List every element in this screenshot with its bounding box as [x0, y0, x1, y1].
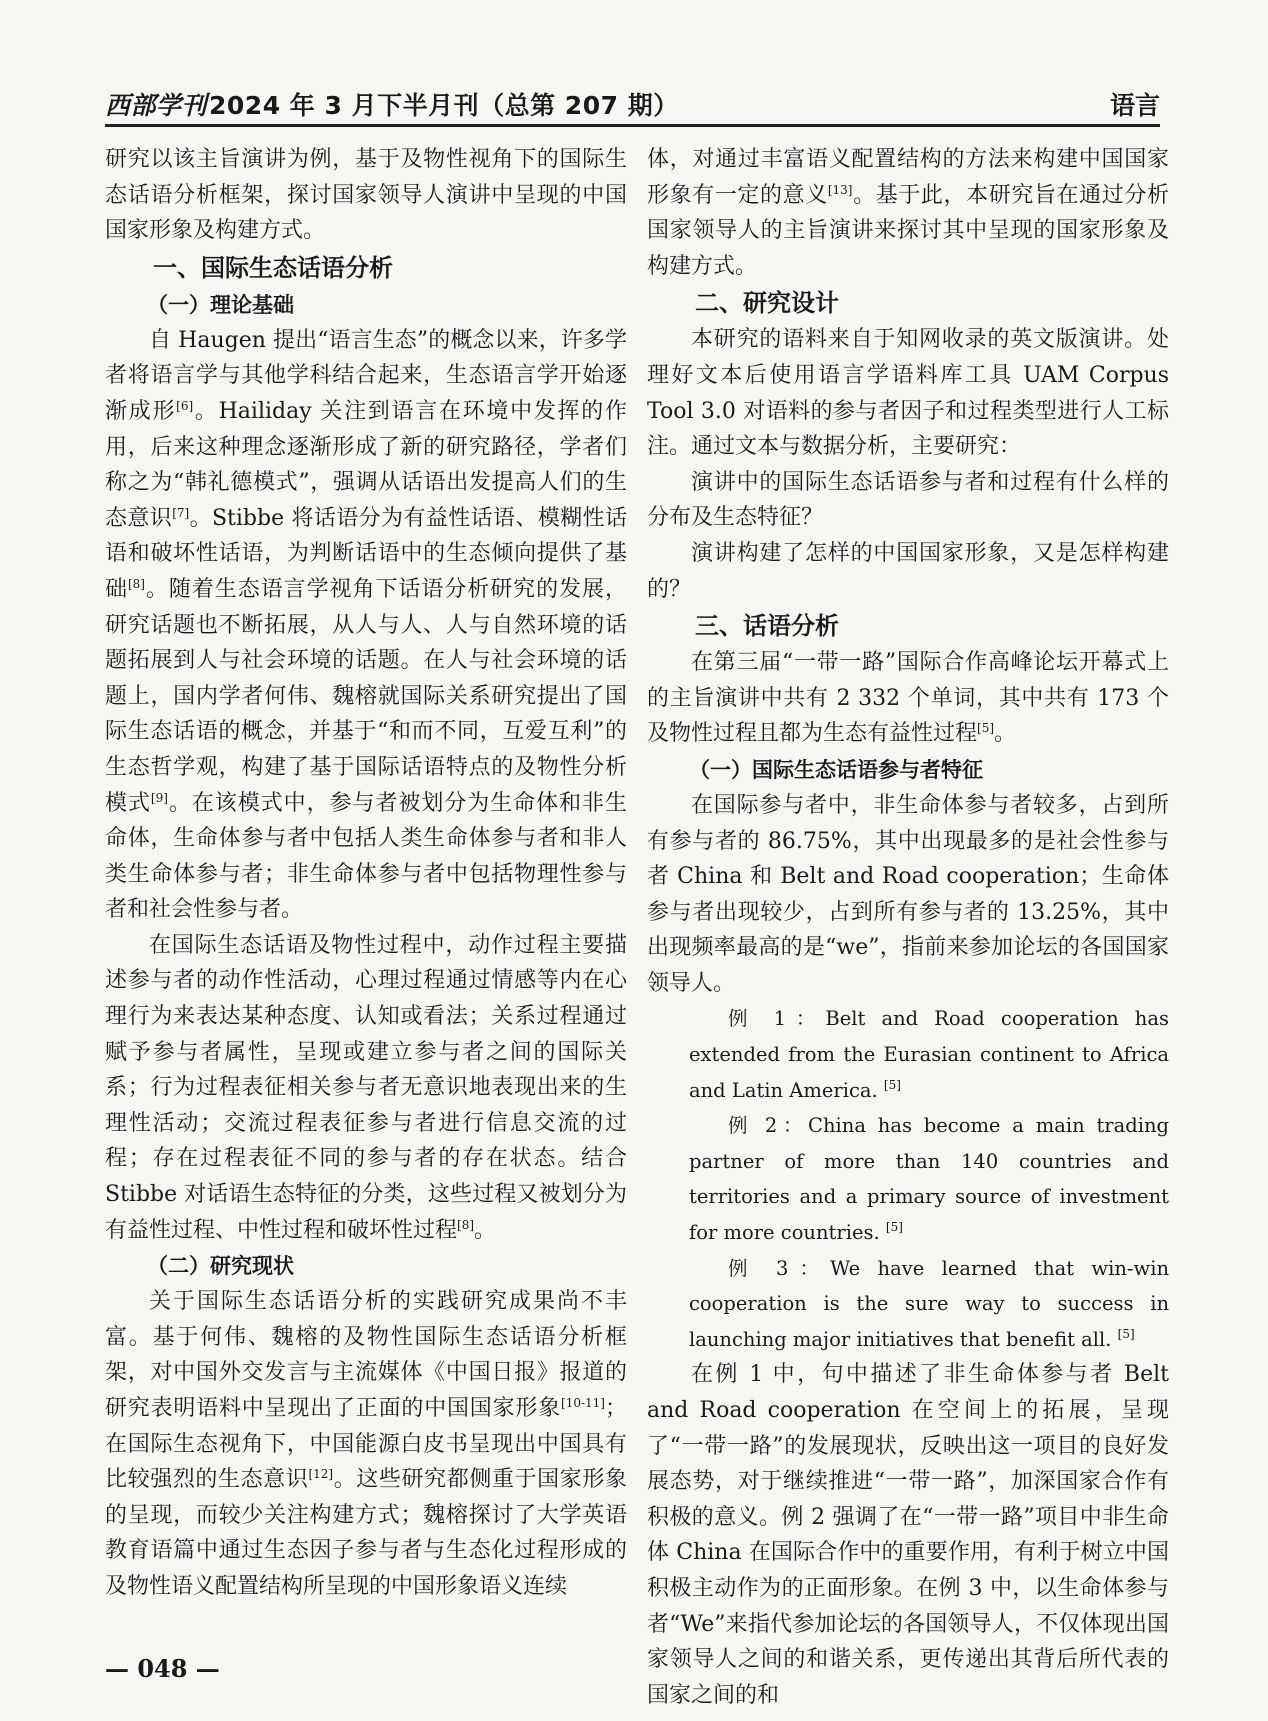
body-paragraph [105, 1284, 627, 1604]
text-run: 。 [994, 721, 1017, 747]
text-run: 体，对通过丰富语义配置结构的方法来构建中国国家形象有一定的意义 [647, 147, 1169, 208]
citation-ref: [5] [1117, 1326, 1135, 1341]
journal-issue-line [105, 86, 679, 122]
section-label: 语言 [1109, 91, 1160, 120]
body-paragraph: 在国际参与者中，非生命体参与者较多，占到所有参与者的 86.75%，其中出现最多的是社会性参与者 China 和 Belt and Road cooperation；生命体参与者出现较少，占到所有参与者的 13.25%，其中出现频率最高的是“we”，指前来参加论坛的各国国家领导人。 [647, 792, 1169, 996]
citation-ref: [5] [883, 1077, 901, 1092]
section-heading: 三、话语分析 [695, 612, 839, 641]
citation-ref: [8] [457, 1217, 475, 1232]
body-paragraph [105, 928, 627, 1248]
body-paragraph [105, 323, 627, 928]
body-paragraph: 演讲中的国际生态话语参与者和过程有什么样的分布及生态特征？ [647, 469, 1169, 531]
citation-ref: [5] [977, 721, 995, 736]
section-heading: 二、研究设计 [695, 289, 839, 318]
text-run: 例 1：Belt and Road cooperation has extended from the Eurasian continent to Africa and Latin America. [689, 1007, 1169, 1102]
text-run: 例 3：We have learned that win-win cooperation is the sure way to success in launching major initiatives that benefit all. [689, 1256, 1169, 1351]
body-paragraph [647, 645, 1169, 752]
text-run: 。基于此，本研究旨在通过分析国家领导人的主旨演讲来探讨其中呈现的国家形象及构建方式。 [647, 182, 1169, 279]
text-run: 。在该模式中，参与者被划分为生命体和非生命体，生命体参与者中包括人类生命体参与者和非人类生命体参与者；非生命体参与者中包括物理性参与者和社会性参与者。 [105, 790, 627, 923]
citation-ref: [8] [127, 576, 145, 591]
issue-label: 2024 年 3 月下半月刊（总第 207 期） [209, 91, 679, 120]
section-heading: 一、国际生态话语分析 [153, 253, 393, 282]
body-paragraph [647, 142, 1169, 284]
example-sentence [647, 1251, 1169, 1358]
body-paragraph: 在例 1 中，句中描述了非生命体参与者 Belt and Road cooperation 在空间上的拓展，呈现了“一带一路”的发展现状，反映出这一项目的良好发展态势，对于继续推进“一带一路”，加深国家合作有积极的意义。例 2 强调了在“一带一路”项目中非生命体 China 在国际合作中的重要作用，有利于树立中国积极主动作为的正面形象。在例 3 中，以生命体参与者“We”来指代参加论坛的各国领导人，不仅体现出国家领导人之间的和谐关系，更传递出其背后所代表的国家之间的和 [647, 1362, 1169, 1708]
text-run: 。Stibbe 将话语分为有益性话语、模糊性话语和破坏性话语，为判断话语中的生态倾向提供了基础 [105, 505, 627, 602]
citation-ref: [10-11] [561, 1396, 605, 1410]
journal-logo: 西部学刊 [105, 91, 208, 120]
text-run: 。Hailiday 关注到语言在环境中发挥的作用，后来这种理念逐渐形成了新的研究路径，学者们称之为“韩礼德模式”，强调从话语出发提高人们的生态意识 [105, 398, 627, 531]
body-paragraph: 研究以该主旨演讲为例，基于及物性视角下的国际生态话语分析框架，探讨国家领导人演讲中呈现的中国国家形象及构建方式。 [105, 147, 627, 244]
citation-ref: [9] [150, 790, 168, 805]
body-paragraph: 演讲构建了怎样的中国国家形象，又是怎样构建的？ [647, 540, 1169, 602]
subsection-heading: （一）国际生态话语参与者特征 [689, 757, 983, 782]
text-run: 自 Haugen 提出“语言生态”的概念以来，许多学者将语言学与其他学科结合起来，生态语言学开始逐渐成形 [105, 327, 627, 424]
citation-ref: [12] [308, 1467, 334, 1482]
right-column [647, 142, 1169, 1713]
text-run: 例 2：China has become a main trading partner of more than 140 countries and territories and a primary source of investment for more countries. [689, 1114, 1169, 1245]
body-paragraph: 本研究的语料来自于知网收录的英文版演讲。处理好文本后使用语言学语料库工具 UAM Corpus Tool 3.0 对语料的参与者因子和过程类型进行人工标注。通过文本与数据分析，主要研究： [647, 327, 1169, 460]
text-run: 。随着生态语言学视角下话语分析研究的发展，研究话题也不断拓展，从人与人、人与自然环境的话题拓展到人与社会环境的话题。在人与社会环境的话题上，国内学者何伟、魏榕就国际关系研究提出了国际生态话语的概念，并基于“和而不同，互爱互利”的生态哲学观，构建了基于国际话语特点的及物性分析模式 [105, 576, 627, 816]
text-run: 在国际生态话语及物性过程中，动作过程主要描述参与者的动作性活动，心理过程通过情感等内在心理行为来表达某种态度、认知或看法；关系过程通过赋予参与者属性，呈现或建立参与者之间的国际关系；行为过程表征相关参与者无意识地表现出来的生理性活动；交流过程表征参与者进行信息交流的过程；存在过程表征不同的参与者的存在状态。结合 Stibbe 对话语生态特征的分类，这些过程又被划分为有益性过程、中性过程和破坏性过程 [105, 932, 627, 1243]
text-run: 在第三届“一带一路”国际合作高峰论坛开幕式上的主旨演讲中共有 2 332 个单词，其中共有 173 个及物性过程且都为生态有益性过程 [647, 650, 1169, 747]
text-run: 。 [474, 1217, 497, 1243]
subsection-heading: （二）研究现状 [147, 1254, 294, 1279]
text-run: 关于国际生态话语分析的实践研究成果尚不丰富。基于何伟、魏榕的及物性国际生态话语分析框架，对中国外交发言与主流媒体《中国日报》报道的研究表明语料中呈现出了正面的中国国家形象 [105, 1289, 627, 1421]
left-column [105, 142, 627, 1605]
running-header [105, 84, 1160, 127]
citation-ref: [13] [827, 182, 853, 197]
text-run: ；在国际生态视角下，中国能源白皮书呈现出中国具有比较强烈的生态意识 [105, 1396, 627, 1493]
page-number: — 048 — [105, 1654, 220, 1683]
example-sentence [647, 1108, 1169, 1250]
subsection-heading: （一）理论基础 [147, 292, 294, 317]
example-sentence [647, 1001, 1169, 1108]
text-run: 。这些研究都侧重于国家形象的呈现，而较少关注构建方式；魏榕探讨了大学英语教育语篇中通过生态因子参与者与生态化过程形成的及物性语义配置结构所呈现的中国形象语义连续 [105, 1467, 627, 1599]
citation-ref: [7] [172, 505, 190, 520]
citation-ref: [6] [176, 398, 194, 413]
citation-ref: [5] [885, 1220, 903, 1235]
